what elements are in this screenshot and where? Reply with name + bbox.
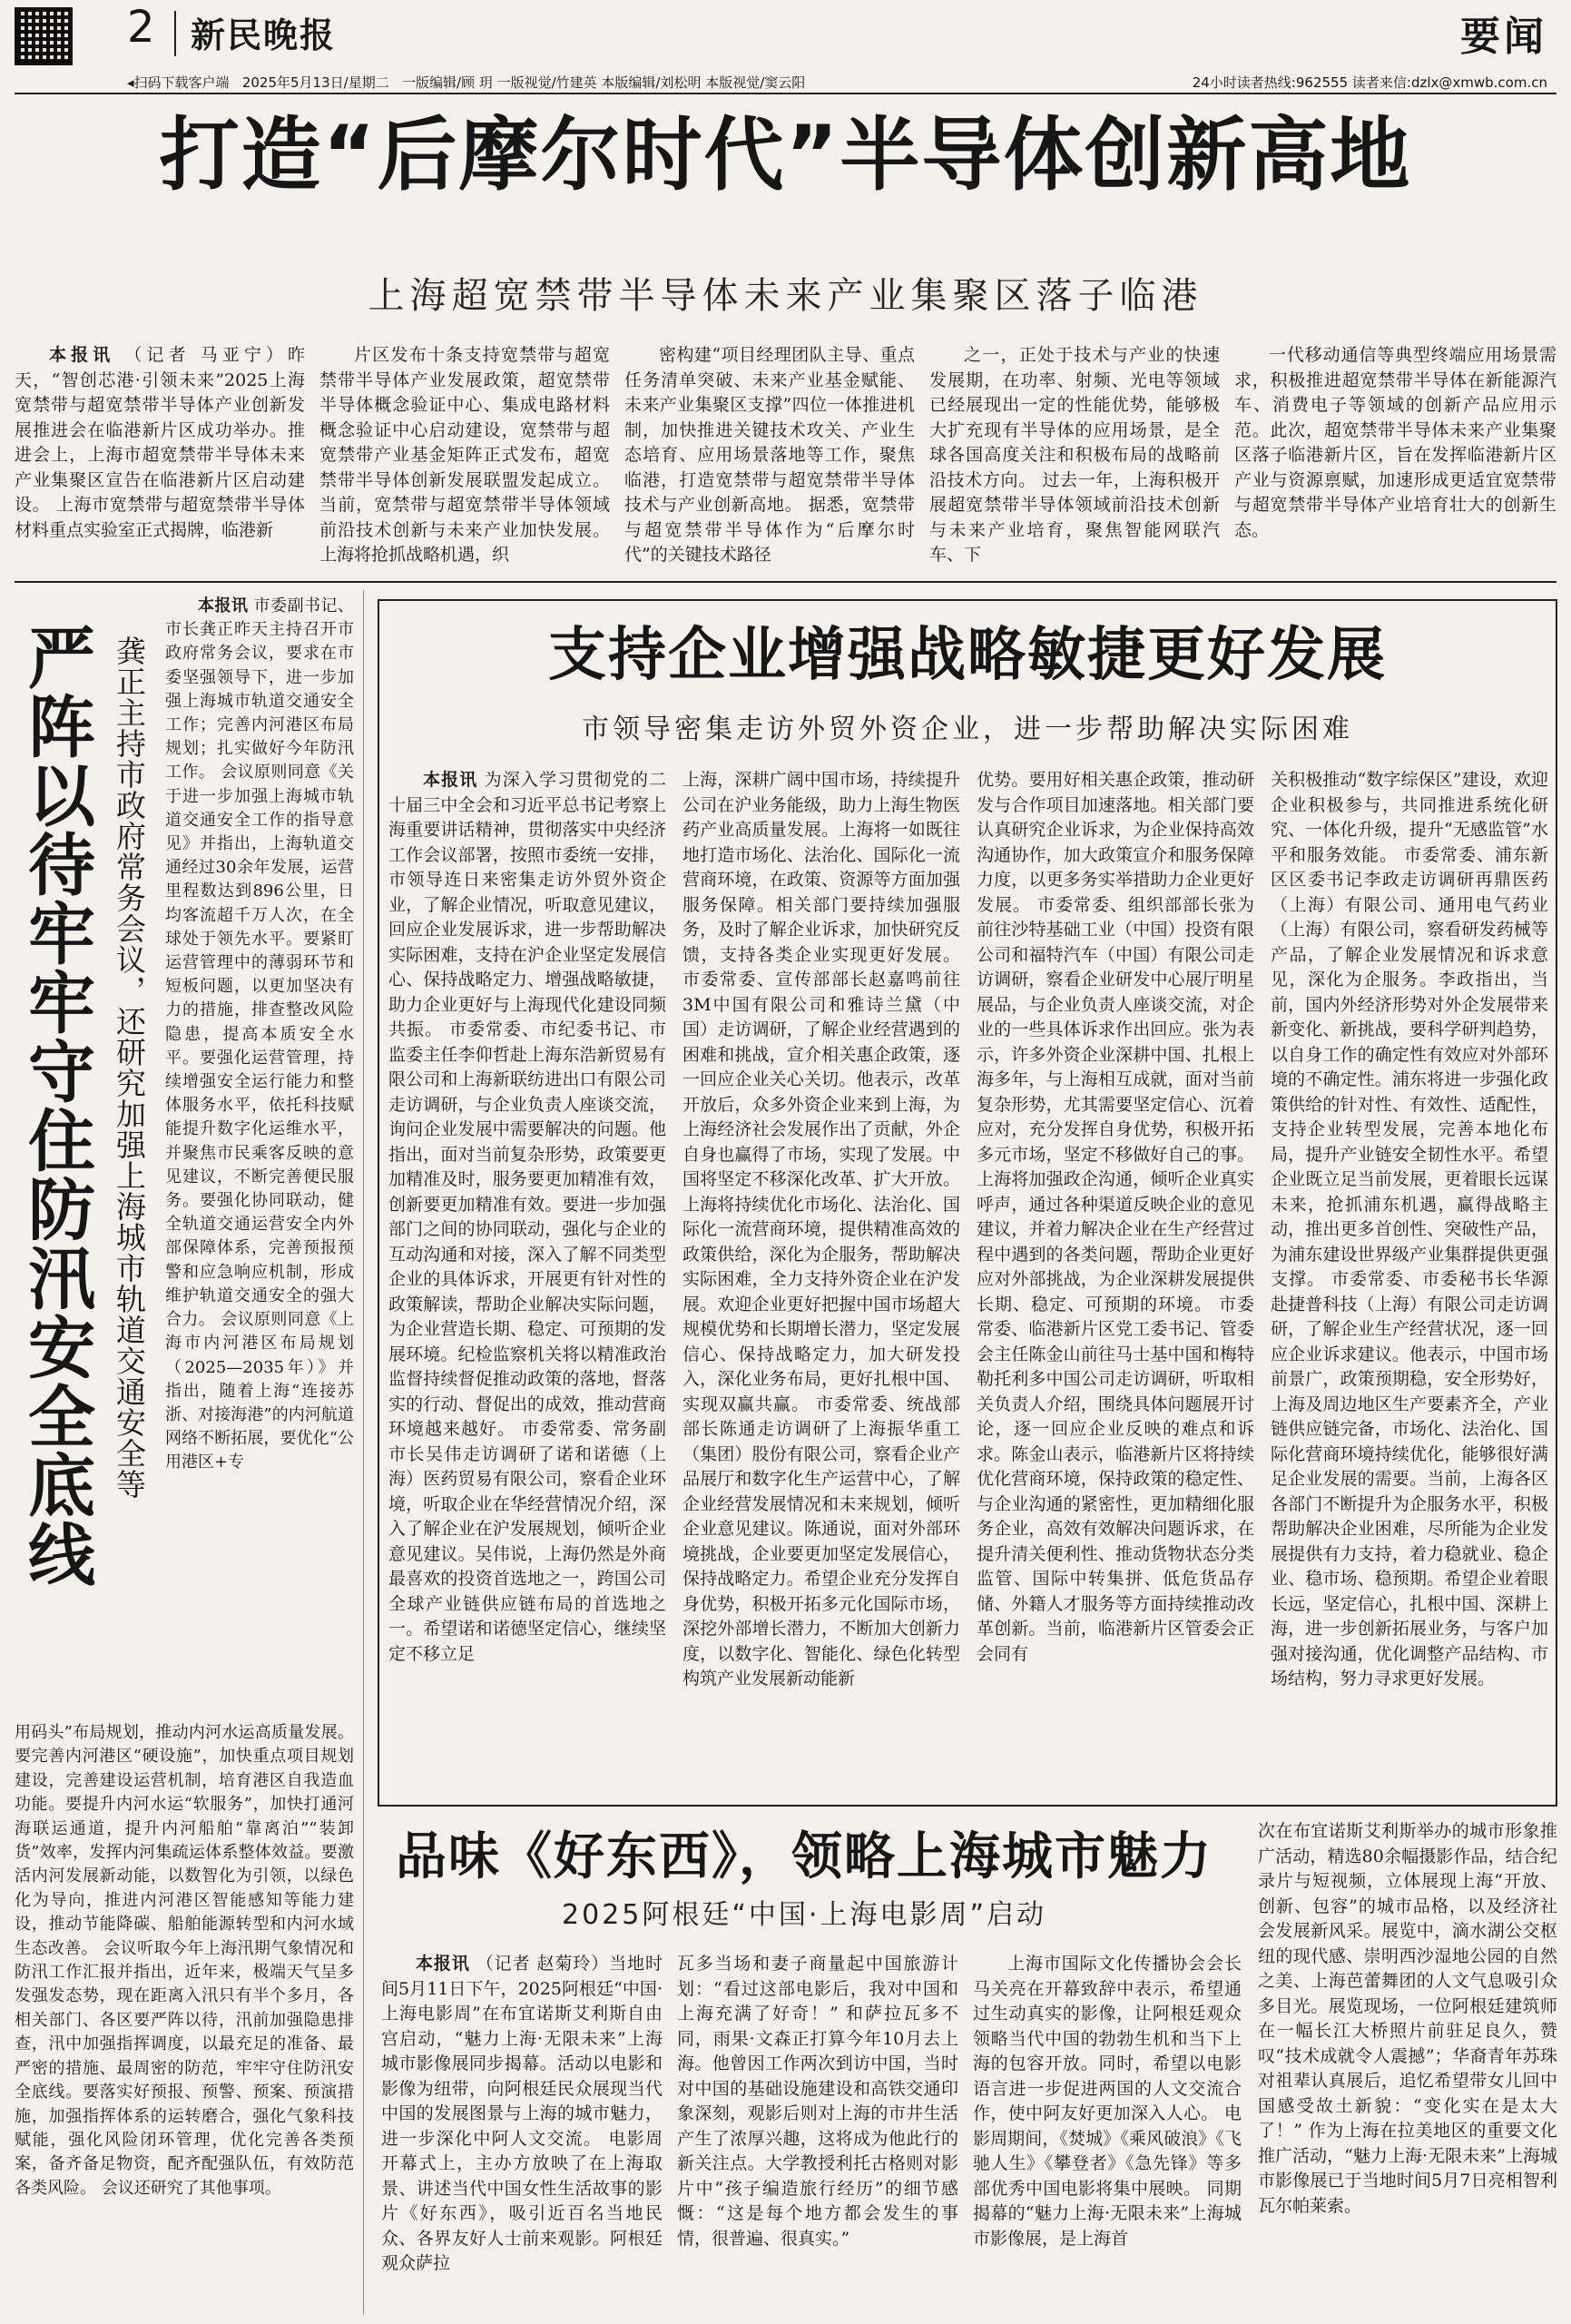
masthead-rule (15, 93, 1556, 94)
article4-column-4: 次在布宜诺斯艾利斯举办的城市形象推广活动，精选80余幅摄影作品，结合纪录片与短视频，立体展现上海“开放、创新、包容”的城市品格，以及经济社会发展新风采。展览中，滴水湖公交枢纽的现代感、崇明西沙湿地公园的自然之美、上海芭蕾舞团的人文气息吸引众多目光。展览现场，一位阿根廷建筑师在一幅长江大桥照片前驻足良久，赞叹“技术成就令人震撼”；华裔青年苏珠对祖辈认真展后，追忆希望带女儿回中国感受故土新貌：“变化实在是太大了！” 作为上海在拉美地区的重要文化推广活动，“魅力上海·无限未来”上海城市影像展已于当地时间5月7日亮相智利瓦尔帕莱索。 (1258, 1821, 1557, 2216)
subheadline-semiconductor: 上海超宽禁带半导体未来产业集聚区落子临港 (368, 275, 1203, 317)
subheadline-flood-control: 龚正主持市政府常务会议，还研究加强上海城市轨道交通安全等 (112, 635, 147, 1500)
divider (174, 11, 176, 56)
byline: 本报讯 (198, 596, 249, 615)
article1-column-1: 本报讯 （记者 马亚宁）昨天，“智创芯港·引领未来”2025上海宽禁带与超宽禁带半导体产业创新发展推进会在临港新片区成功举办。推进会上，上海市超宽禁带半导体未来产业集聚区宣告在临港新片区启动建设。 上海市宽禁带与超宽禁带半导体材料重点实验室正式揭牌，临港新 (15, 345, 305, 540)
article1-column-5: 一代移动通信等典型终端应用场景需求，积极推进超宽禁带半导体在新能源汽车、消费电子等领域的创新产品应用示范。此次，超宽禁带半导体未来产业集聚区落子临港新片区，旨在发挥临港新片区产业与资源禀赋，加速形成更适宜宽禁带与超宽禁带半导体产业培育壮大的创新生态。 (1234, 345, 1556, 540)
qr-code[interactable] (15, 7, 73, 65)
article3-column-3: 优势。要用好相关惠企政策，推动研发与合作项目加速落地。相关部门要认真研究企业诉求，为企业保持高效沟通协作，加大政策宣介和服务保障力度，以更多务实举措助力企业更好发展。 市委常委、组织部部长张为前往沙特基础工业（中国）投资有限公司和福特汽车（中国）有限公司走访调研，察看企业研发中心展厅明星展品，与企业负责人座谈交流，对企业的一些具体诉求作出回应。张为表示，许多外资企业深耕中国、扎根上海多年，与上海相互成就，面对当前复杂形势，尤其需要坚定信心、沉着应对，充分发挥自身优势，积极开拓多元市场，坚定不移做好自己的事。上海将加强政企沟通，倾听企业真实呼声，通过各种渠道反映企业的意见建议，并着力解决企业在生产经营过程中遇到的各类问题，帮助企业更好应对外部挑战，为企业深耕发展提供长期、稳定、可预期的环境。 市委常委、临港新片区党工委书记、管委会主任陈金山前往马士基中国和梅特勒托利多中国公司走访调研，听取相关负责人介绍，围绕具体问题展开讨论，逐一回应企业反映的难点和诉求。陈金山表示，临港新片区将持续优化营商环境，保持政策的稳定性、与企业沟通的紧密性，更加精细化服务企业，高效有效解决问题诉求，在提升清关便利性、推动货物状态分类监管、国际中转集拼、低危货品存储、外籍人才服务等方面持续推动改革创新。当前，临港新片区管委会正会同有 (977, 770, 1254, 1664)
page-number: 2 (127, 2, 155, 53)
masthead-meta (127, 73, 805, 92)
article4-column-3: 上海市国际文化传播协会会长马关亮在开幕致辞中表示，希望通过生动真实的影像，让阿根廷观众领略当代中国的勃勃生机和当下上海的包容开放。同时，希望以电影语言进一步促进两国的人文交流合作，使中阿友好更加深入人心。 电影周期间，《焚城》《乘风破浪》《飞驰人生》《攀登者》《急先锋》等多部优秀中国电影将集中展映。 同期揭幕的“魅力上海·无限未来”上海城市影像展，是上海首 (973, 1954, 1242, 2249)
reader-hotline: 24小时读者热线:962555 读者来信:dzlx@xmwb.com.cn (1192, 74, 1547, 91)
article2-intro: 本报讯 市委副书记、市长龚正昨天主持召开市政府常务会议，要求在市委坚强领导下，进一步加强上海城市轨道交通安全工作；完善内河港区布局规划；扎实做好今年防汛工作。 会议原则同意《关于进一步加强上海城市轨道交通安全工作的指导意见》并指出，上海轨道交通经过30余年发展，运营里程数达到896公里，日均客流超千万人次，在全球处于领先水平。要紧盯运营管理中的薄弱环节和短板问题，以更加坚决有力的措施，排查整改风险隐患，提高本质安全水平。要强化运营管理，持续增强安全运行能力和整体服务水平，依托科技赋能提升数字化运维水平，并聚焦市民乘客反映的意见建议，不断完善便民服务。要强化协同联动，健全轨道交通运营安全内外部保障体系，完善预报预警和应急响应机制，形成维护轨道交通安全的强大合力。 会议原则同意《上海市内河港区布局规划（2025—2035年）》并指出，随着上海“连接苏浙、对接海港”的内河航道网络不断拓展，要优化“公用港区+专 (165, 596, 354, 1472)
scan-hint[interactable]: ◂扫码下载客户端 (127, 74, 230, 91)
subheadline-film-week: 2025阿根廷“中国·上海电影周”启动 (562, 1899, 1046, 1931)
column-rule (363, 590, 364, 2315)
byline: 本报讯 (416, 1954, 470, 1974)
article3-column-2: 上海，深耕广阔中国市场，持续提升公司在沪业务能级，助力上海生物医药产业高质量发展。上海将一如既往地打造市场化、法治化、国际化一流营商环境，在政策、资源等方面加强服务保障。相关部门要持续加强服务，及时了解企业诉求，加快研究反馈，支持各类企业实现更好发展。 市委常委、宣传部部长赵嘉鸣前往3M中国有限公司和雅诗兰黛（中国）走访调研，了解企业经营遇到的困难和挑战，宣介相关惠企政策，逐一回应企业关心关切。他表示，改革开放后，众多外资企业来到上海，为上海经济社会发展作出了贡献，外企自身也赢得了市场，实现了发展。中国将坚定不移深化改革、扩大开放。上海将持续优化市场化、法治化、国际化一流营商环境，提供精准高效的政策供给，深化为企服务，帮助解决实际困难，全力支持外资企业在沪发展。欢迎企业更好把握中国市场超大规模优势和长期增长潜力，坚定发展信心、保持战略定力，加大研发投入，深化业务布局，更好扎根中国、实现双赢共赢。 市委常委、统战部部长陈通走访调研了上海振华重工（集团）股份有限公司，察看企业产品展厅和数字化生产运营中心，了解企业经营发展情况和未来规划，倾听企业意见建议。陈通说，面对外部环境挑战，企业要更加坚定发展信心，保持战略定力。希望企业充分发挥自身优势，积极开拓多元化国际市场，深挖外部增长潜力，不断加大创新力度，以数字化、智能化、绿色化转型构筑产业发展新动能新 (682, 770, 960, 1689)
article1-column-4: 之一，正处于技术与产业的快速发展期，在功率、射频、光电等领域已经展现出一定的性能优势，能够极大扩充现有半导体的应用场景，是全球各国高度关注和积极布局的战略前沿技术方向。 过去一年，上海积极开展超宽禁带半导体领域前沿技术创新与未来产业培育，聚焦智能网联汽车、下 (929, 345, 1220, 565)
section-divider (15, 581, 1556, 583)
headline-enterprise: 支持企业增强战略敏捷更好发展 (548, 622, 1387, 689)
article2-body: 用码头”布局规划，推动内河水运高质量发展。要完善内河港区“硬设施”，加快重点项目规划建设，完善建设运营机制，培育港区自我造血功能。要提升内河水运“软服务”，加快打通河海联运通道，提升内河船舶“靠离泊”“装卸货”效率，发挥内河集疏运体系整体效益。要激活内河发展新动能，以数智化为引领，以绿色化为导向，推进内河港区智能感知等能力建设，推动节能降碳、船舶能源转型和内河水域生态改善。 会议听取今年上海汛期气象情况和防汛工作汇报并指出，近年来，极端天气呈多发强发态势，现在距离入汛只有半个多月，各相关部门、各区要严阵以待，汛前加强隐患排查，汛中加强指挥调度，以最充足的准备、最严密的措施、最周密的防范，牢牢守住防汛安全底线。要落实好预报、预警、预案、预演措施，加强指挥体系的运转磨合，强化气象科技赋能，强化风险闭环管理，优化完善各类预案，备齐备足物资，配齐配强队伍，有效防范各类风险。 会议还研究了其他事项。 (15, 1723, 354, 2198)
headline-flood-control: 严阵以待牢牢守住防汛安全底线 (17, 623, 95, 1589)
subheadline-enterprise: 市领导密集走访外贸外资企业，进一步帮助解决实际困难 (582, 714, 1353, 745)
article3-column-4: 关积极推动“数字综保区”建设，欢迎企业积极参与，共同推进系统化研究、一体化升级，提升“无感监管”水平和服务效能。 市委常委、浦东新区区委书记李政走访调研再鼎医药（上海）有限公司、通用电气药业（上海）有限公司，察看研发药械等产品，了解企业发展情况和诉求意见，深化为企服务。李政指出，当前，国内外经济形势对外企发展带来新变化、新挑战，要科学研判趋势，以自身工作的确定性有效应对外部环境的不确定性。浦东将进一步强化政策供给的针对性、有效性、适配性，支持企业转型发展，完善本地化布局，提升产业链安全韧性水平。希望企业既立足当前发展，更着眼长远谋未来，抢抓浦东机遇，赢得战略主动，推出更多首创性、突破性产品，为浦东建设世界级产业集群提供更强支撑。 市委常委、市委秘书长华源赴捷普科技（上海）有限公司走访调研，了解企业生产经营状况，逐一回应企业诉求建议。他表示，中国市场前景广，政策预期稳，安全形势好，上海及周边地区生产要素齐全，产业链供应链完备，市场化、法治化、国际化营商环境持续优化，能够很好满足企业发展的需要。当前，上海各区各部门不断提升为企服务水平，积极帮助解决企业困难，尽所能为企业发展提供有力支持，着力稳就业、稳企业、稳市场、稳预期。希望企业着眼长远，坚定信心，扎根中国、深耕上海，进一步创新拓展业务，与客户加强对接沟通，优化调整产品结构、市场结构，努力寻求更好发展。 (1271, 770, 1548, 1689)
paper-name: 新民晚报 (191, 15, 337, 55)
headline-film-week: 品味《好东西》，领略上海城市魅力 (396, 1827, 1213, 1886)
article1-column-2: 片区发布十条支持宽禁带与超宽禁带半导体产业发展政策，超宽禁带半导体概念验证中心、集成电路材料概念验证中心启动建设，宽禁带与超宽禁带产业基金矩阵正式发布，超宽禁带半导体创新发展联盟发起成立。 当前，宽禁带与超宽禁带半导体领域前沿技术创新与未来产业加快发展。上海将抢抓战略机遇，织 (319, 345, 610, 565)
byline: 本报讯 (49, 345, 115, 365)
byline: 本报讯 (423, 770, 478, 790)
editor-credits: 一版编辑/顾 玥 一版视觉/竹建英 本版编辑/刘松明 本版视觉/窦云阳 (402, 74, 806, 91)
article4-column-1: 本报讯 （记者 赵菊玲）当地时间5月11日下午，2025阿根廷“中国·上海电影周”在布宜诺斯艾利斯自由宫启动，“魅力上海·无限未来”上海城市影像展同步揭幕。活动以电影和影像为纽带，向阿根廷民众展现当代中国的发展图景与上海的城市魅力，进一步深化中阿人文交流。 电影周开幕式上，主办方放映了在上海取景、讲述当代中国女性生活故事的影片《好东西》，吸引近百名当地民众、各界友好人士前来观影。阿根廷观众萨拉 (381, 1954, 663, 2273)
headline-semiconductor: 打造“后摩尔时代”半导体创新高地 (159, 108, 1412, 202)
article4-column-2: 瓦多当场和妻子商量起中国旅游计划：“看过这部电影后，我对中国和上海充满了好奇！” 和萨拉瓦多不同，雨果·文森正打算今年10月去上海。他曾因工作两次到访中国，当时对中国的基础设施建设和高铁交通印象深刻，观影后则对上海的市井生活产生了浓厚兴趣，这将成为他此行的新关注点。大学教授利托古格则对影片中“孩子编造旅行经历”的细节感慨：“这是每个地方都会发生的事情，很普遍、很真实。” (677, 1954, 958, 2249)
date-line: 2025年5月13日/星期二 (241, 74, 389, 91)
section-title: 要闻 (1460, 14, 1547, 60)
article1-column-3: 密构建“项目经理团队主导、重点任务清单突破、未来产业基金赋能、未来产业集聚区支撑”四位一体推进机制，加快推进关键技术攻关、产业生态培育、应用场景落地等工作，聚焦临港，打造宽禁带与超宽禁带半导体技术与产业创新高地。 据悉，宽禁带与超宽禁带半导体作为“后摩尔时代”的关键技术路径 (624, 345, 915, 565)
article3-column-1: 本报讯 为深入学习贯彻党的二十届三中全会和习近平总书记考察上海重要讲话精神，贯彻落实中央经济工作会议部署，按照市委统一安排，市领导连日来密集走访外贸外资企业，了解企业情况，听取意见建议，回应企业发展诉求，进一步帮助解决实际困难，支持在沪企业坚定发展信心、保持战略定力、增强战略敏捷，助力企业更好与上海现代化建设同频共振。 市委常委、市纪委书记、市监委主任李仰哲赴上海东浩新贸易有限公司和上海新联纺进出口有限公司走访调研，与企业负责人座谈交流，询问企业发展中需要解决的问题。他指出，面对当前复杂形势，政策要更加精准及时，服务要更加精准有效，创新要更加精准有效。要进一步加强部门之间的协同联动，强化与企业的互动沟通和对接，深入了解不同类型企业的具体诉求，开展更有针对性的政策解读，帮助企业解决实际问题，为企业营造长期、稳定、可预期的发展环境。纪检监察机关将以精准政治监督持续督促推动政策的落地，督落实的行动、督促出的成效，推动营商环境越来越好。 市委常委、常务副市长吴伟走访调研了诺和诺德（上海）医药贸易有限公司，察看企业环境，听取企业在华经营情况介绍，深入了解企业在沪发展规划，倾听企业意见建议。吴伟说，上海仍然是外商最喜欢的投资首选地之一，跨国公司全球产业链供应链布局的首选地之一。希望诺和诺德坚定信心，继续坚定不移立足 (388, 770, 666, 1664)
